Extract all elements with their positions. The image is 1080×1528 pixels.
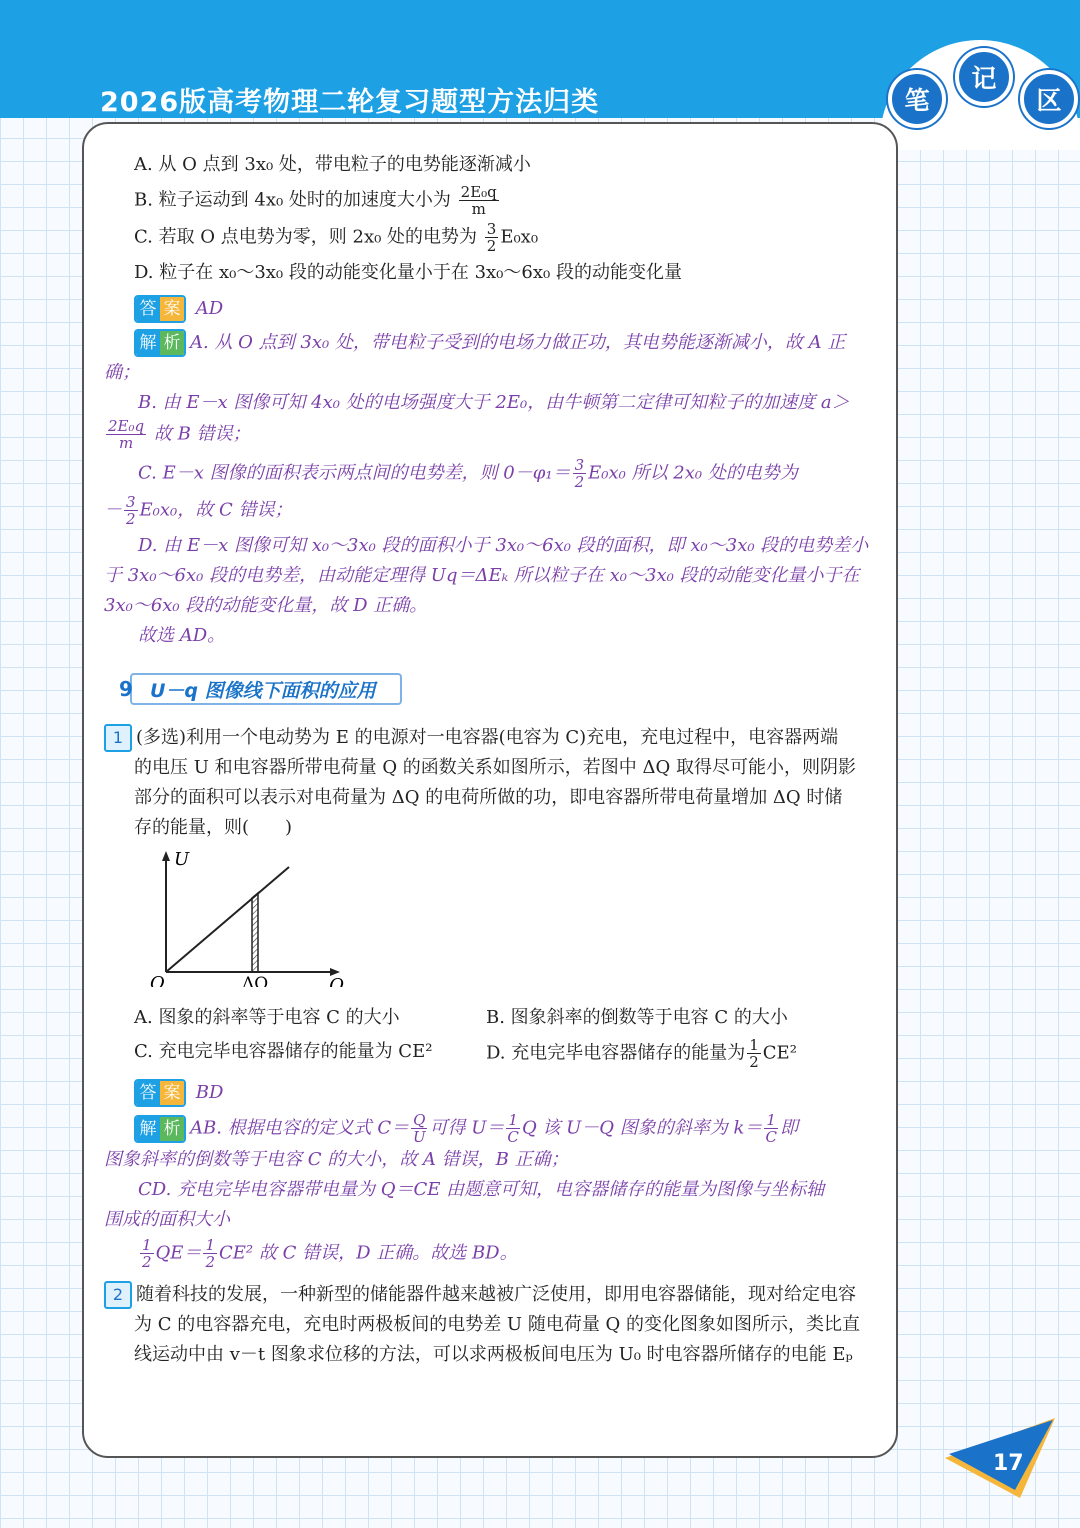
q1-option-d: D. 充电完毕电容器储存的能量为 $\frac{1}{2}$ CE² [486, 1036, 797, 1071]
page-content [104, 150, 876, 1370]
option-a: A. 从 O 点到 3x₀ 处，带电粒子的电势能逐渐减小 [134, 154, 531, 175]
analysis-line-c2: － $\frac{3}{2}$ E₀x₀，故 C 错误； [104, 493, 293, 528]
note-badge-2: 记 [955, 48, 1013, 106]
section-heading [108, 673, 876, 709]
analysis2-line-b2: 围成的面积大小 [104, 1209, 230, 1230]
q1-option-c: C. 充电完毕电容器储存的能量为 CE² [134, 1041, 433, 1062]
question-number: 2 [104, 1281, 132, 1309]
answer-badge: 答 案 [134, 1079, 186, 1107]
q1-option-a: A. 图象的斜率等于电容 C 的大小 [134, 1007, 400, 1028]
x-axis-label: Q [329, 975, 344, 987]
header-title: 2026版高考物理二轮复习题型方法归类 [100, 87, 600, 118]
section-number: 9 [119, 677, 133, 701]
analysis-badge: 解 析 [134, 1115, 186, 1143]
question-2-line-1: 2 随着科技的发展，一种新型的储能器件越来越被广泛使用，即用电容器储能，现对给定电容 [104, 1280, 876, 1310]
question-2-line-2: 为 C 的电容器充电，充电时两极板间的电势差 U 随电荷量 Q 的变化图象如图所示，类比直 [134, 1314, 861, 1335]
question-1-line-4: 存的能量，则( ) [134, 817, 293, 838]
page-number: 17 [993, 1451, 1024, 1476]
analysis-line-d2: 于 3x₀～6x₀ 段的电势差，由动能定理得 Uq＝ΔEₖ 所以粒子在 x₀～3x₀ 段的动能变化量小于在 [104, 565, 860, 586]
analysis2-line-c: $\frac{1}{2}$ QE＝ $\frac{1}{2}$ CE² 故 C 错误，D 正确。故选 BD。 [142, 1236, 518, 1271]
u-q-graph [144, 847, 364, 987]
fraction: $\frac{3}{2}$ [486, 220, 497, 255]
shaded-strip [252, 893, 258, 972]
analysis-line-a2: 确； [104, 362, 140, 383]
analysis-line-a: 解 析 A. 从 O 点到 3x₀ 处，带电粒子受到的电场力做正功，其电势能逐渐减小，故 A 正 [104, 328, 876, 358]
note-badge-3: 区 [1020, 70, 1078, 128]
analysis-line-b: B. 由 E－x 图像可知 4x₀ 处的电场强度大于 2E₀，由牛顿第二定律可知粒子的加速度 a＞ [138, 392, 850, 413]
note-badge-1: 笔 [888, 70, 946, 128]
question-number: 1 [104, 724, 132, 752]
analysis-line-e: 故选 AD。 [138, 625, 226, 646]
q1-options-row-2 [104, 1037, 876, 1070]
analysis2-line-a2: 图象斜率的倒数等于电容 C 的大小，故 A 错误，B 正确； [104, 1149, 569, 1170]
question-2-line-3: 线运动中由 v－t 图象求位移的方法，可以求两极板间电压为 U₀ 时电容器所储存的电能 Eₚ [134, 1344, 853, 1365]
answer-line-2: 答 案 BD [104, 1078, 876, 1108]
analysis-line-b2: $\frac{\text{2E₀q}}{m}$ 故 B 错误； [108, 417, 251, 452]
q1-option-b: B. 图象斜率的倒数等于电容 C 的大小 [486, 1007, 788, 1028]
analysis-line-d: D. 由 E－x 图像可知 x₀～3x₀ 段的面积小于 3x₀～6x₀ 段的面积，即 x₀～3x₀ 段的电势差小 [138, 535, 869, 556]
analysis-badge: 解 析 [134, 329, 186, 357]
y-axis-label: U [174, 849, 190, 870]
page-number-tab [945, 1418, 1055, 1498]
origin-label: O [150, 973, 165, 987]
u-q-line [166, 867, 289, 972]
q1-options-row-1 [104, 1003, 876, 1033]
analysis-line-d3: 3x₀～6x₀ 段的动能变化量，故 D 正确。 [104, 595, 428, 616]
question-1-line-2: 的电压 U 和电容器所带电荷量 Q 的函数关系如图所示，若图中 ΔQ 取得尽可能小，则阴影 [134, 757, 857, 778]
question-1-line-3: 部分的面积可以表示对电荷量为 ΔQ 的电荷所做的功，即电容器所带电荷量增加 ΔQ 时储 [134, 787, 843, 808]
answer-line-1: 答 案 AD [104, 294, 876, 324]
delta-q-label: ΔQ [242, 974, 269, 987]
y-axis-arrow [162, 851, 170, 861]
analysis2-line-b: CD. 充电完毕电容器带电量为 Q＝CE 由题意可知，电容器储存的能量为图像与坐标轴 [138, 1179, 825, 1200]
option-c: C. 若取 O 点电势为零，则 2x₀ 处的电势为 $\frac{3}{2}$ E₀x₀ [134, 220, 539, 255]
question-1-line-1: 1 (多选)利用一个电动势为 E 的电源对一电容器(电容为 C)充电，充电过程中，电容器两端 [104, 723, 876, 753]
analysis-line-c: C. E－x 图像的面积表示两点间的电势差，则 0－φ₁＝ $\frac{3}{2}$ E₀x₀ 所以 2x₀ 处的电势为 [138, 456, 798, 491]
option-b: B. 粒子运动到 4x₀ 处时的加速度大小为 $\frac{\text{2E₀q}}{m}$ [134, 183, 497, 218]
option-d: D. 粒子在 x₀～3x₀ 段的动能变化量小于在 3x₀～6x₀ 段的动能变化量 [134, 262, 682, 283]
analysis2-line-a: 解 析 AB. 根据电容的定义式 C＝ $\frac{Q}{U}$ 可得 U＝ $\frac{1}{C}$ Q 该 U－Q 图象的斜率为 k＝ $\frac{1}{C}$ 即 [104, 1112, 876, 1145]
fraction: $\frac{\text{2E₀q}}{m}$ [460, 183, 497, 218]
section-title: U－q 图像线下面积的应用 [130, 673, 402, 705]
answer-badge: 答 案 [134, 295, 186, 323]
